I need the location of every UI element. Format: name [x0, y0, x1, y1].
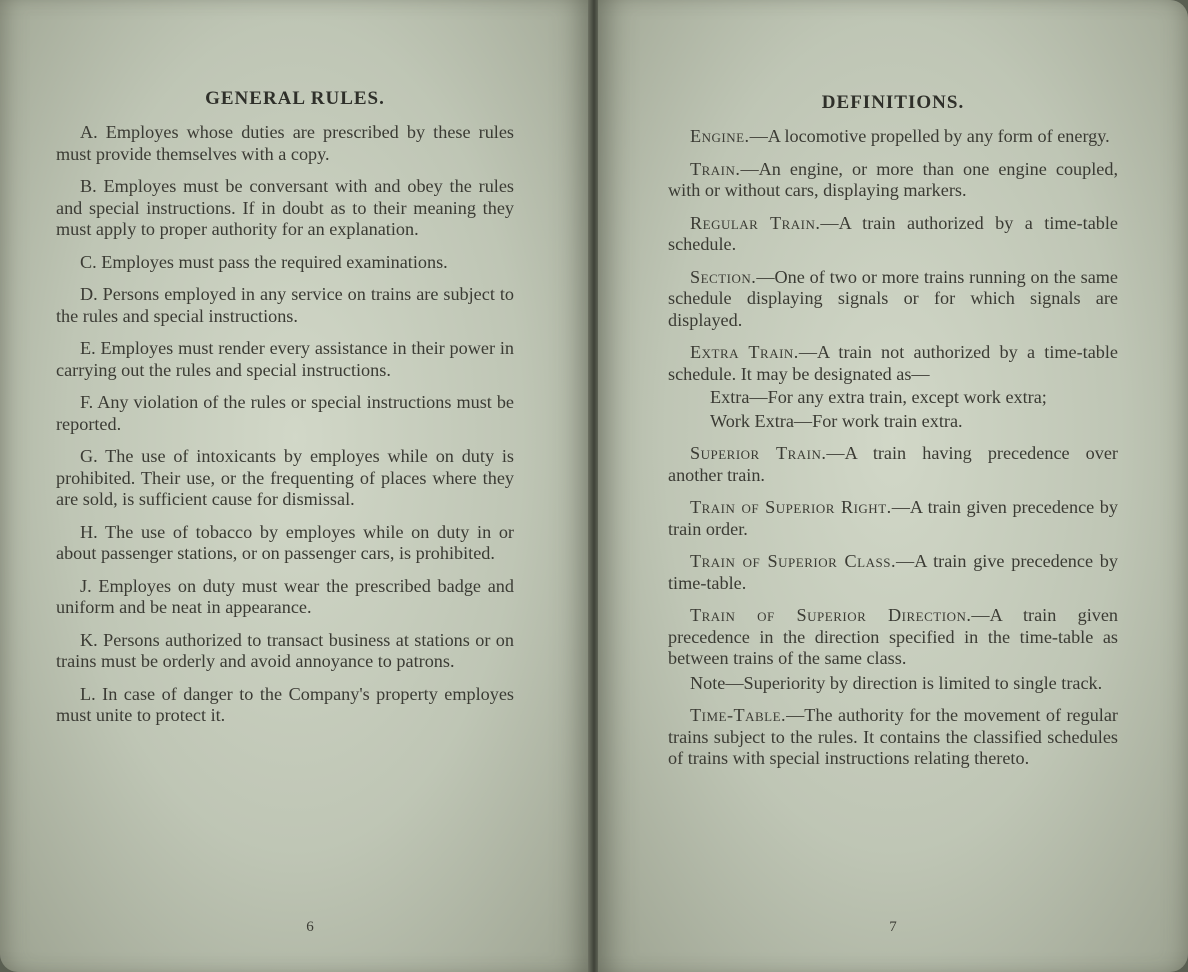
term-superior-direction: Train of Superior Direction.	[690, 605, 972, 625]
definition-extra-train	[668, 342, 1118, 385]
definition-text: —A train having precedence over another train.	[668, 443, 1118, 485]
term-extra-train: Extra Train.	[690, 342, 799, 362]
definition-engine	[668, 126, 1118, 148]
term-train: Train.	[690, 158, 741, 179]
rule-f: F. Any violation of the rules or special instructions must be reported.	[56, 392, 514, 434]
term-superior-class: Train of Superior Class.	[690, 551, 897, 571]
term-time-table: Time-Table.	[690, 705, 787, 725]
right-page	[598, 0, 1188, 972]
rule-l: L. In case of danger to the Company's property employes must unite to protect it.	[56, 683, 514, 725]
definition-superior-train	[668, 443, 1118, 486]
term-superior-train: Superior Train.	[690, 443, 827, 463]
rule-g: G. The use of intoxicants by employes while on duty is prohibited. Their use, or the frequenting of places where they are sold, is sufficient cause for dismissal.	[56, 446, 514, 509]
definition-text: —A locomotive propelled by any form of energy.	[749, 126, 1110, 146]
definition-superior-direction	[668, 605, 1118, 670]
page-number-right: 7	[889, 919, 897, 935]
term-regular-train: Regular Train.	[690, 212, 821, 233]
page-number-left: 6	[306, 919, 314, 935]
term-engine: Engine.	[690, 126, 750, 146]
superiority-note: Note—Superiority by direction is limited to single track.	[690, 672, 1103, 693]
definition-section	[668, 267, 1118, 332]
definition-train	[668, 159, 1118, 202]
definition-text: —A train give precedence by time-table.	[668, 551, 1118, 593]
rule-a: A. Employes whose duties are prescribed by these rules must provide themselves with a copy.	[56, 122, 514, 164]
definition-text: —A train given precedence by train order.	[668, 497, 1118, 539]
definition-text: —An engine, or more than one engine coupled, with or without cars, displaying markers.	[668, 158, 1118, 200]
general-rules-heading: GENERAL RULES.	[205, 88, 385, 109]
definitions-heading: DEFINITIONS.	[821, 92, 965, 113]
term-superior-right: Train of Superior Right.	[690, 497, 892, 517]
definition-text: —A train authorized by a time-table schedule.	[668, 212, 1119, 254]
extra-train-types	[668, 387, 1118, 432]
definition-superior-class	[668, 551, 1118, 594]
left-page	[0, 0, 590, 972]
definition-text: —The authority for the movement of regular trains subject to the rules. It contains the classified schedules of trains with special instructions relating thereto.	[668, 705, 1118, 768]
rule-b: B. Employes must be conversant with and obey the rules and special instructions. If in doubt as to their meaning they must apply to proper authority for an explanation.	[56, 176, 514, 239]
definition-text: —A train given precedence in the direction specified in the time-table as between trains of the same class.	[668, 605, 1119, 668]
rule-c: C. Employes must pass the required examinations.	[80, 251, 448, 272]
rule-k: K. Persons authorized to transact business at stations or on trains must be orderly and avoid annoyance to patrons.	[56, 629, 514, 671]
term-section: Section.	[690, 266, 757, 287]
extra-type-work-extra: Work Extra—For work train extra.	[710, 410, 963, 431]
rule-d: D. Persons employed in any service on trains are subject to the rules and special instructions.	[56, 284, 514, 326]
extra-type-extra: Extra—For any extra train, except work extra;	[710, 387, 1047, 407]
definition-superior-right	[668, 497, 1118, 540]
definition-text: —A train not authorized by a time-table schedule. It may be designated as—	[668, 342, 1118, 384]
rule-h: H. The use of tobacco by employes while on duty in or about passenger stations, or on passenger cars, is prohibited.	[56, 521, 514, 563]
rule-e: E. Employes must render every assistance in their power in carrying out the rules and special instructions.	[56, 338, 514, 380]
definition-regular-train	[668, 213, 1118, 256]
definition-time-table	[668, 705, 1118, 770]
rule-j: J. Employes on duty must wear the prescribed badge and uniform and be neat in appearance.	[56, 575, 514, 617]
definition-text: —One of two or more trains running on the same schedule displaying signals or for which signals are displayed.	[668, 266, 1118, 330]
